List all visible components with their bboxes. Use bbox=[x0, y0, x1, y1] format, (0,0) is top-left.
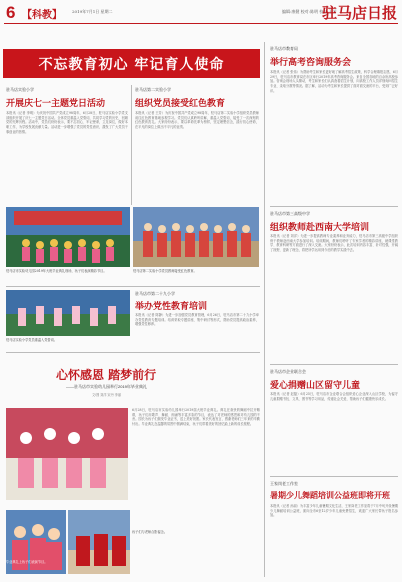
photo-group bbox=[133, 207, 259, 267]
column-name: 【科教】 bbox=[22, 10, 62, 21]
photo-award bbox=[68, 510, 130, 574]
a2-title: 组织党员接受红色教育 bbox=[135, 99, 226, 109]
page-header bbox=[0, 0, 402, 24]
a7-body: 本报讯（记者 孙丽）为丰富少年儿童暑期文化生活，王家岗老工作室将于7月中旬开设暑期少儿舞蹈培训公益班，面向全市6至12岁少年儿童免费招生，欢迎广大家长带孩子报名参加。 bbox=[270, 504, 398, 518]
a6-section: 驻马店市企业联合会 bbox=[270, 369, 306, 374]
divider bbox=[6, 352, 260, 353]
header-rule bbox=[4, 23, 398, 24]
banner: 不忘教育初心 牢记育人使命 bbox=[3, 49, 260, 78]
a2-body: 本报讯（记者 王芳）为庆祝中国共产党成立98周年，驻马店第二实验小学组织党员教师前往红色教育基地参观学习。党员们认真聆听讲解，重温入党誓词，接受了一次深刻的红色教育洗礼。大家纷纷表示，要以革命先辈为榜样，坚定理想信念，践行初心使命，在平凡的岗位上做出不平凡的业绩。 bbox=[135, 111, 259, 130]
caption: 孩子们与老师合影留念。 bbox=[132, 530, 168, 534]
a5-body: 本报讯（记者 陈静）为进一步加强党员教育管理，6月26日，驻马店市第二十九小学举办党性教育专题培训。培训采取专题讲座、集中研讨等形式，帮助党员提高政治素养，增强党性修养。 bbox=[135, 313, 259, 327]
caption: 驻马店市实验幼儿园2019年大班毕业典礼现场，孩子们表演精彩节目。 bbox=[6, 269, 107, 273]
feature-subtitle: ——驻马店市实验幼儿园举行2019年毕业典礼 bbox=[66, 384, 147, 389]
photo-ceremony bbox=[6, 207, 130, 267]
a2-section: 驻马店第二实验小学 bbox=[135, 87, 171, 92]
feature-byline: 文/图 刘洋 宋丹 李丽 bbox=[92, 393, 122, 397]
a1-title: 开展庆七一主题党日活动 bbox=[6, 99, 106, 109]
caption: 驻马店实验小学党员重温入党誓词。 bbox=[6, 338, 57, 342]
a6-title: 爱心捐赠山区留守儿童 bbox=[270, 381, 361, 391]
a1-body: 本报讯（记者 李明）为庆祝中国共产党成立98周年，6月28日，驻马店实验小学党支部组织开展了庆七一主题党日活动。全体党员重温入党誓词，共同学习党的历史，回顾党的光辉历程。活动中，党员们纷纷表示，要不忘初心、牢记使命，立足岗位，做好本职工作，为学校发展贡献力量。活动进一步增强了党员的党性意识，激发了广大党员干事创业的热情。 bbox=[6, 111, 128, 134]
a1-section: 驻马店实验小学 bbox=[6, 87, 34, 92]
a6-body: 本报讯（记者 赵磊）6月25日，驻马店市企业联合会组织爱心企业深入山区学校，为留守儿童捐赠书包、文具、图书等学习用品，传递社会关爱，帮助孩子们健康快乐成长。 bbox=[270, 392, 398, 401]
a3-body: 本报讯（记者 张伟）为帮助考生和家长更好地了解高考招生政策，科学合理填报志愿，6月29日，驻马店市教育局在市区举行2019年高考咨询服务会。来自全国各地的百余所高校参加。咨询会现场人头攒动，考生和家长们认真查看招生计划，向高校工作人员详细询问招生专业、录取分数等情况。据了解，活动为考生和家长提供了面对面交流的平台，受到广泛好评。 bbox=[270, 70, 398, 93]
feature-header bbox=[6, 358, 260, 404]
feature-body: 6月28日，驻马店市实验幼儿园举行2019届大班毕业典礼。典礼在欢快的舞蹈中拉开帷幕，孩子们用歌声、舞蹈、朗诵等丰富多彩的节目，表达了对老师的感恩和对幼儿园的不舍。园长为孩子们颁发毕业证书，送上美好祝愿。家长代表发言，感谢老师们三年来的辛勤付出。毕业典礼在温馨的氛围中圆满结束，孩子们带着美好的回忆踏上新的成长旅程。 bbox=[132, 408, 260, 427]
photo-stage bbox=[6, 408, 128, 500]
photo-dance bbox=[6, 290, 130, 336]
a3-title: 举行高考咨询服务会 bbox=[270, 58, 352, 68]
a7-title: 暑期少儿舞蹈培训公益班即将开班 bbox=[270, 490, 390, 500]
caption: 毕业典礼上孩子们表演节目。 bbox=[6, 560, 48, 564]
a4-section: 驻马店市第三高级中学 bbox=[270, 211, 310, 216]
a5-section: 驻马店市第二十九小学 bbox=[135, 291, 175, 296]
divider bbox=[131, 85, 132, 205]
divider bbox=[270, 364, 398, 365]
feature-title: 心怀感恩 踏梦前行 bbox=[56, 368, 157, 382]
a3-section: 驻马店市教育局 bbox=[270, 46, 298, 51]
caption: 驻马店第二实验小学党员教师接受红色教育。 bbox=[133, 269, 197, 273]
divider bbox=[270, 476, 398, 477]
page-number: 6 bbox=[6, 3, 16, 22]
a4-body: 本报讯（记者 刘洋）为进一步提高教师专业素养和业务能力，驻马店市第三高级中学组织骨干教师赴西南大学参加培训。培训期间，教师们聆听了专家学者的精彩讲座，就课堂教学、教育科研等方面进行了深入交流。大家纷纷表示，此次培训内容丰富、针对性强，开阔了视野，更新了理念，将把所学运用到今后的教学实践中去。 bbox=[270, 234, 398, 253]
a7-section: 王家岗老工作室 bbox=[270, 481, 298, 486]
divider bbox=[270, 206, 398, 207]
issue-date: 2019年7月1日 星期二 bbox=[72, 9, 113, 14]
editors: 编辑:康健 校对:陈明 校对:王芳 bbox=[282, 9, 337, 14]
masthead: 驻马店日报 bbox=[322, 4, 398, 22]
divider bbox=[264, 42, 265, 577]
divider bbox=[6, 286, 260, 287]
a5-title: 举办党性教育培训 bbox=[135, 302, 208, 312]
a4-title: 组织教师赴西南大学培训 bbox=[270, 223, 370, 233]
